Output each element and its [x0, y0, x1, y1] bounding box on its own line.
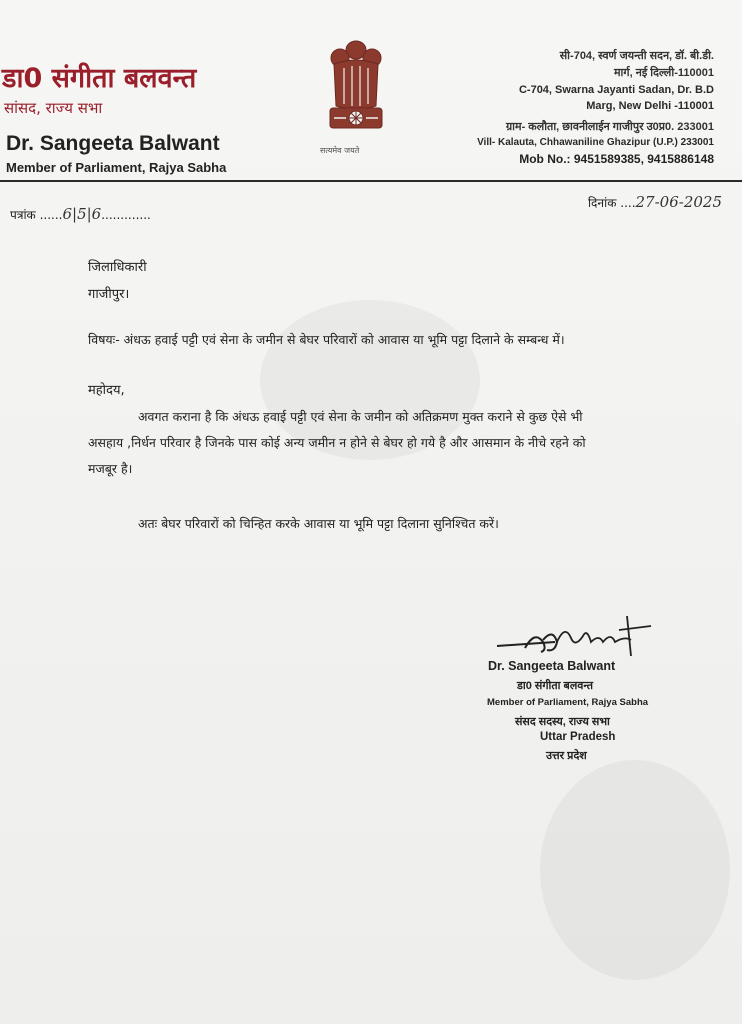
village-address-english: Vill- Kalauta, Chhawaniline Ghazipur (U.P.) 233001 [477, 137, 714, 148]
body-para2: अतः बेघर परिवारों को चिन्हित करके आवास या भूमि पट्टा दिलाना सुनिश्चित करें। [138, 516, 499, 531]
handwritten-signature-icon [495, 612, 665, 660]
mobile-numbers: Mob No.: 9451589385, 9415886148 [519, 152, 714, 166]
body-para1-line3: मजबूर है। [88, 461, 133, 476]
body-para1-line2: असहाय ,निर्धन परिवार है जिनके पास कोई अन्य जमीन न होने से बेघर हो गये है और आसमान के नीचे रहने को [88, 435, 586, 450]
reference-label: पत्रांक [10, 208, 36, 222]
subject-line: विषयः- अंधऊ हवाई पट्टी एवं सेना के जमीन से बेघर परिवारों को आवास या भूमि पट्टा दिलाने के सम्बन्ध में। [88, 332, 565, 347]
reference-dots: ............. [101, 208, 151, 222]
address-english-line2: Marg, New Delhi -110001 [586, 100, 714, 112]
date-line [588, 193, 722, 211]
letterhead-role-english: Member of Parliament, Rajya Sabha [6, 160, 227, 175]
signatory-name-hindi: डा0 संगीता बलवन्त [517, 680, 594, 692]
date-value: 27-06-2025 [635, 193, 722, 211]
date-dots: .... [620, 196, 636, 210]
recipient-line2: गाजीपुर। [88, 287, 130, 302]
signatory-state-english: Uttar Pradesh [540, 731, 616, 743]
address-hindi-line2: मार्ग, नई दिल्ली-110001 [613, 67, 714, 79]
letterhead-name-english: Dr. Sangeeta Balwant [6, 132, 220, 155]
emblem-motto: सत्यमेव जयते [320, 146, 360, 155]
letterhead-divider [0, 180, 742, 182]
signatory-role-english: Member of Parliament, Rajya Sabha [487, 697, 649, 708]
village-address-hindi: ग्राम- कलौता, छावनीलाईन गाजीपुर उ0प्र0. 233001 [505, 121, 714, 133]
address-english-line1: C-704, Swarna Jayanti Sadan, Dr. B.D [518, 84, 714, 96]
recipient-line1: जिलाधिकारी [88, 260, 147, 275]
address-hindi-line1: सी-704, स्वर्ण जयन्ती सदन, डॉ. बी.डी. [559, 50, 714, 62]
reference-number: 6|5|6 [62, 205, 102, 223]
signatory-state-hindi: उत्तर प्रदेश [546, 750, 587, 762]
letterhead-role-hindi: सांसद, राज्य सभा [4, 99, 103, 117]
letterhead-name-hindi: डा0 संगीता बलवन्त [2, 63, 197, 94]
salutation: महोदय, [88, 383, 125, 398]
reference-line [10, 205, 151, 223]
paper-scuff [540, 760, 730, 980]
signatory-name-english: Dr. Sangeeta Balwant [488, 659, 616, 673]
body-para1-line1: अवगत कराना है कि अंधऊ हवाई पट्टी एवं सेना के जमीन को अतिक्रमण मुक्त कराने से कुछ ऐसे भी [138, 409, 583, 424]
national-emblem-icon [316, 36, 396, 140]
reference-dots: ...... [39, 208, 63, 222]
date-label: दिनांक [587, 196, 617, 210]
signatory-role-hindi: संसद सदस्य, राज्य सभा [515, 716, 610, 728]
